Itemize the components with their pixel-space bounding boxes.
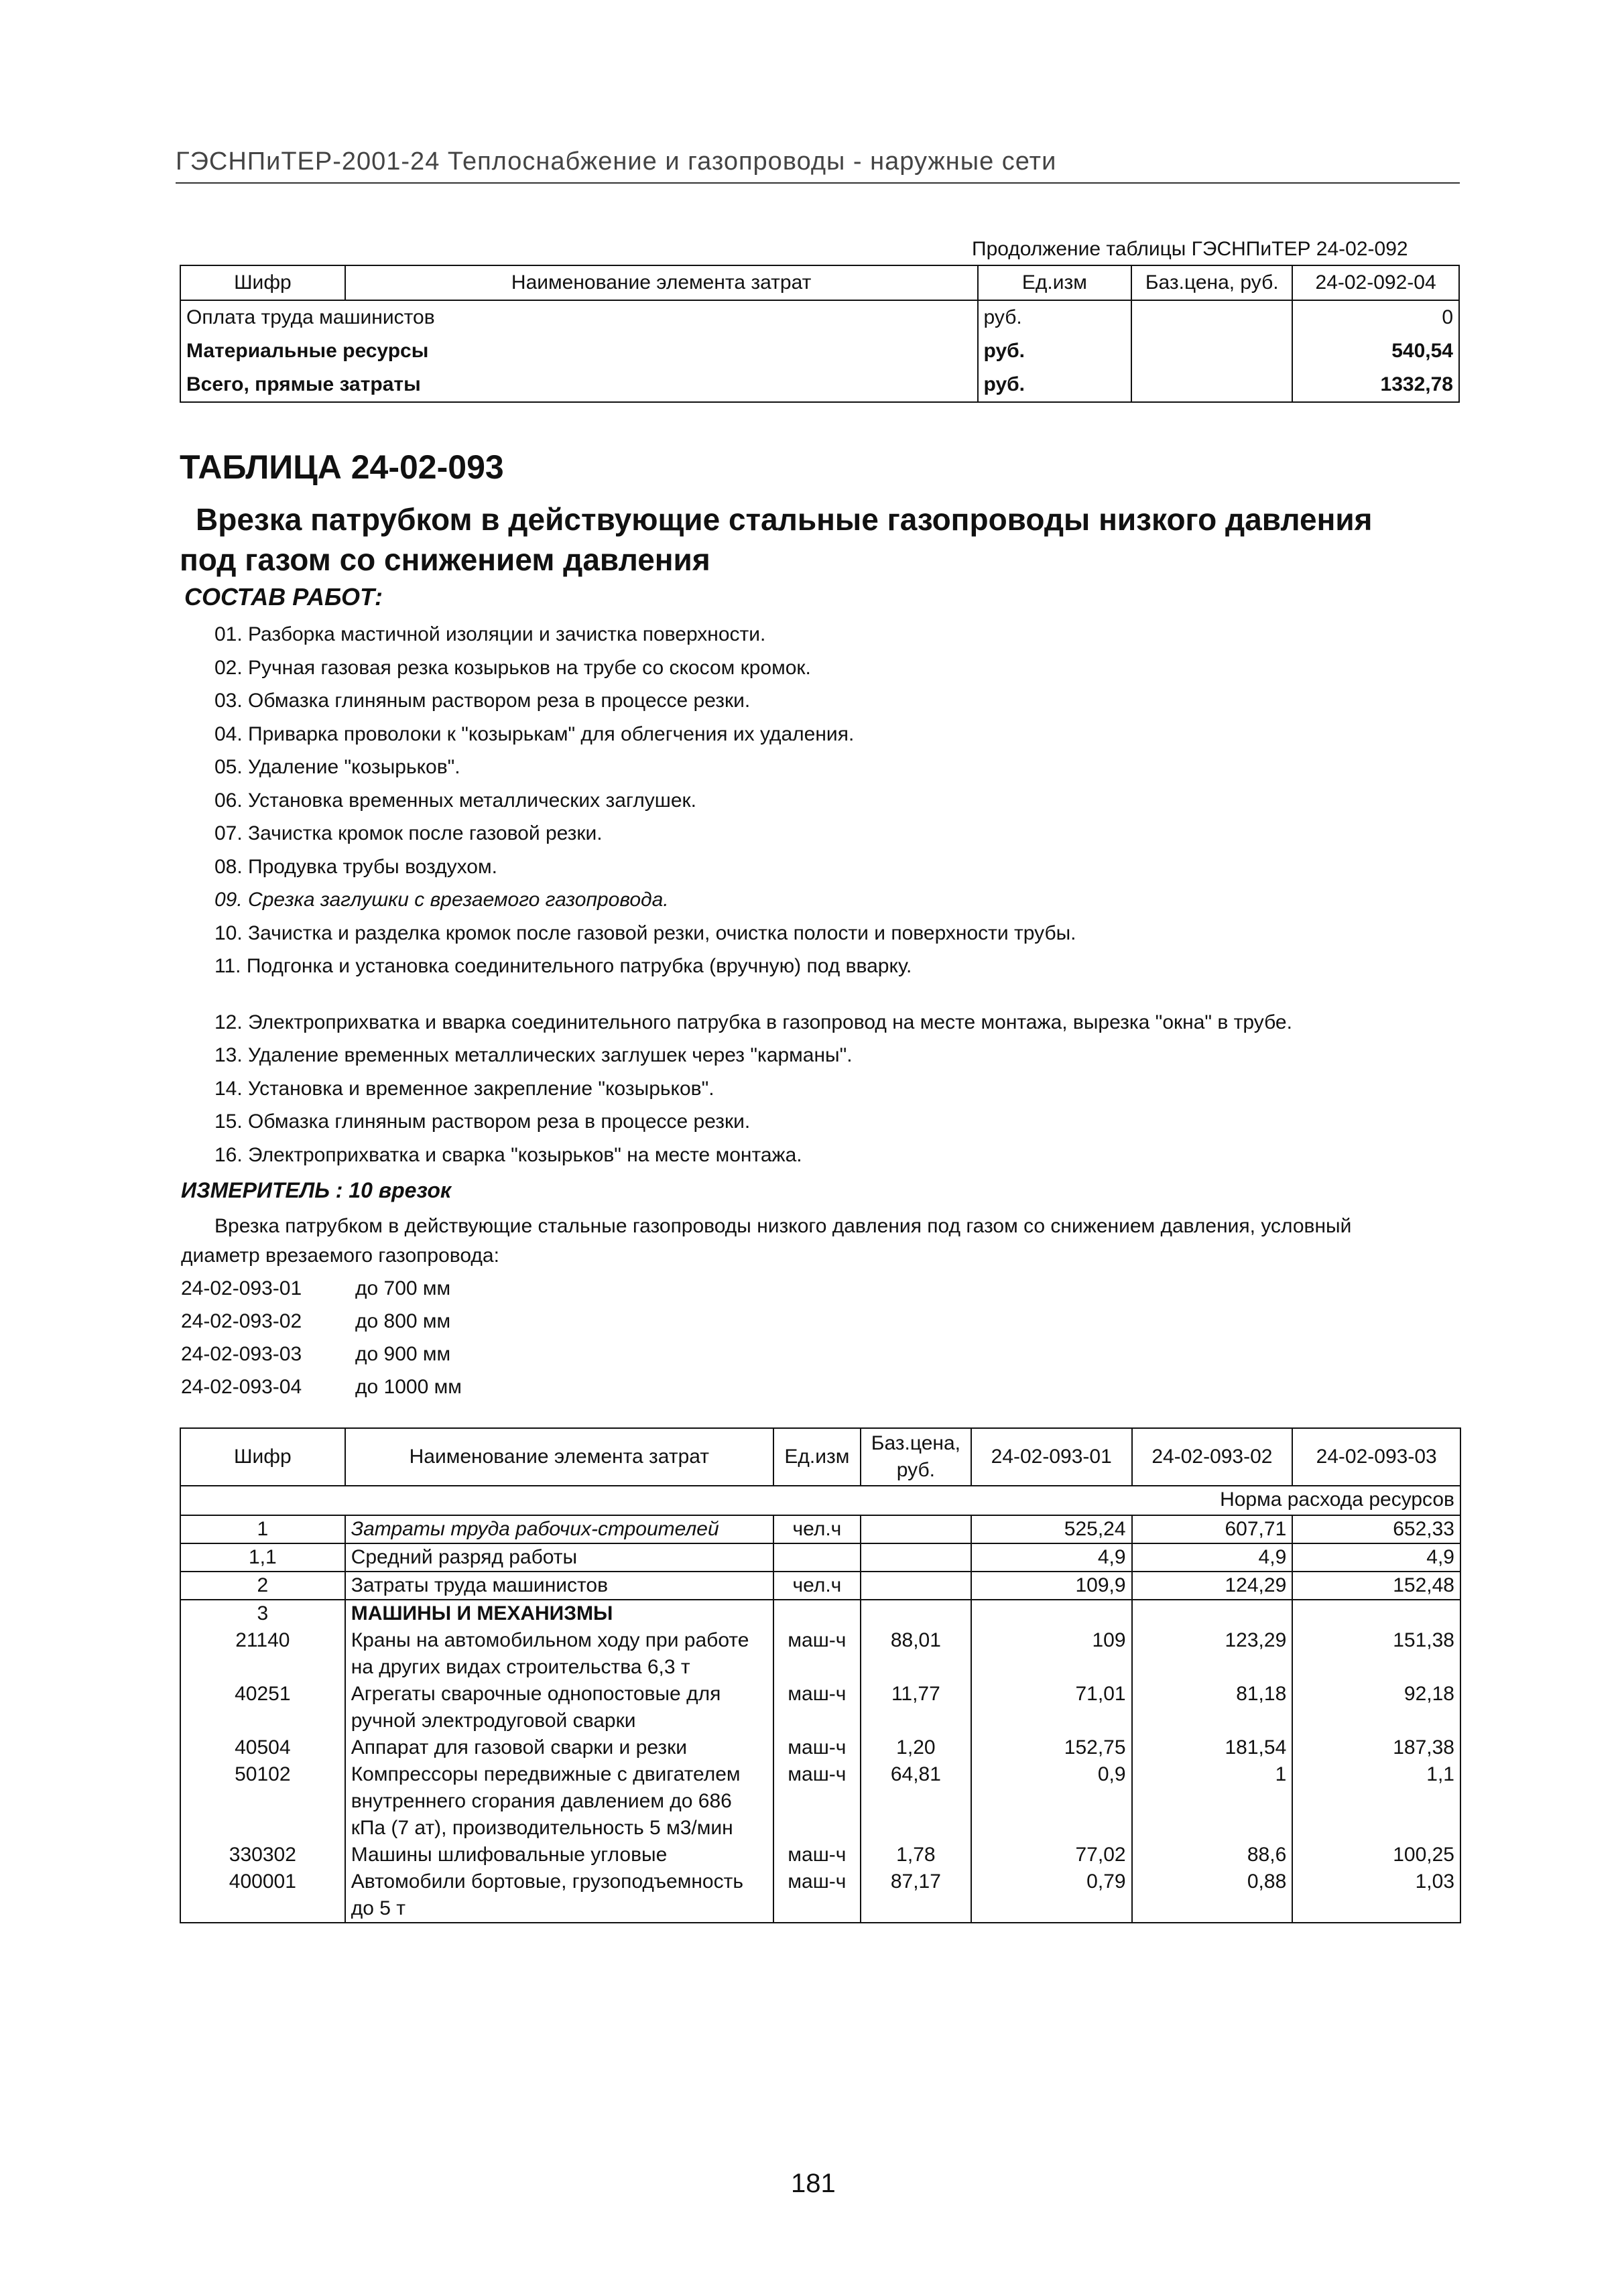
row-price bbox=[861, 1600, 971, 1627]
row-name: Средний разряд работы bbox=[345, 1543, 773, 1572]
row-price bbox=[1131, 334, 1292, 368]
list-item: 10. Зачистка и разделка кромок после газовой резки, очистка полости и поверхности трубы. bbox=[214, 921, 1076, 944]
row-value-02 bbox=[1132, 1600, 1293, 1627]
row-price: 88,01 bbox=[861, 1627, 971, 1681]
row-unit: руб. bbox=[978, 368, 1132, 402]
row-price: 64,81 bbox=[861, 1761, 971, 1842]
code-item bbox=[181, 1272, 462, 1305]
section-heading-line1: Врезка патрубком в действующие стальные газопроводы низкого давления bbox=[196, 502, 1373, 537]
row-value-01: 109,9 bbox=[971, 1572, 1132, 1600]
col-header-code: Шифр bbox=[180, 265, 345, 300]
row-unit: маш-ч bbox=[773, 1842, 861, 1868]
list-item: 06. Установка временных металлических заглушек. bbox=[214, 789, 696, 812]
row-name: Всего, прямые затраты bbox=[180, 368, 978, 402]
description-line: Врезка патрубком в действующие стальные газопроводы низкого давления под газом со снижением давления, условный bbox=[214, 1215, 1352, 1237]
list-item: 07. Зачистка кромок после газовой резки. bbox=[214, 822, 603, 844]
table-row bbox=[180, 1572, 1460, 1600]
row-price bbox=[861, 1515, 971, 1543]
col-header-variant-01: 24-02-093-01 bbox=[971, 1428, 1132, 1486]
row-value-02: 124,29 bbox=[1132, 1572, 1293, 1600]
row-name: Машины шлифовальные угловые bbox=[345, 1842, 773, 1868]
code-text: до 1000 мм bbox=[355, 1376, 462, 1398]
row-value-02: 123,29 bbox=[1132, 1627, 1293, 1681]
row-value-03: 4,9 bbox=[1292, 1543, 1460, 1572]
row-price bbox=[861, 1572, 971, 1600]
row-unit: руб. bbox=[978, 300, 1132, 334]
list-item: 13. Удаление временных металлических заглушек через "карманы". bbox=[214, 1044, 853, 1066]
code: 24-02-093-01 bbox=[181, 1277, 302, 1299]
description bbox=[181, 1212, 1461, 1271]
row-value-03: 652,33 bbox=[1292, 1515, 1460, 1543]
table-row bbox=[180, 1868, 1460, 1923]
list-item: 02. Ручная газовая резка козырьков на трубе со скосом кромок. bbox=[214, 656, 811, 679]
list-item: 14. Установка и временное закрепление "козырьков". bbox=[214, 1077, 714, 1100]
list-item: 01. Разборка мастичной изоляции и зачистка поверхности. bbox=[214, 623, 766, 645]
table-row bbox=[180, 1543, 1460, 1572]
description-line: диаметр врезаемого газопровода: bbox=[181, 1245, 499, 1267]
table-row bbox=[180, 1761, 1460, 1842]
row-value-02: 81,18 bbox=[1132, 1681, 1293, 1734]
code-list bbox=[181, 1272, 462, 1403]
resource-table bbox=[180, 1427, 1461, 1923]
row-value-01: 4,9 bbox=[971, 1543, 1132, 1572]
row-value-02: 607,71 bbox=[1132, 1515, 1293, 1543]
row-value-03: 152,48 bbox=[1292, 1572, 1460, 1600]
page-number: 181 bbox=[791, 2169, 836, 2198]
row-unit: чел.ч bbox=[773, 1515, 861, 1543]
row-value: 0 bbox=[1292, 300, 1459, 334]
row-value-01: 525,24 bbox=[971, 1515, 1132, 1543]
row-value-01: 71,01 bbox=[971, 1681, 1132, 1734]
list-item: 08. Продувка трубы воздухом. bbox=[214, 855, 497, 878]
row-code: 1,1 bbox=[180, 1543, 345, 1572]
col-header-price: Баз.цена, руб. bbox=[1131, 265, 1292, 300]
row-price bbox=[1131, 368, 1292, 402]
list-item: 16. Электроприхватка и сварка "козырьков" на месте монтажа. bbox=[214, 1143, 802, 1166]
measure-unit-label: ИЗМЕРИТЕЛЬ : 10 врезок bbox=[181, 1178, 452, 1202]
table-row bbox=[180, 334, 1459, 368]
row-value: 540,54 bbox=[1292, 334, 1459, 368]
work-composition-label: СОСТАВ РАБОТ: bbox=[184, 583, 383, 611]
list-item: 12. Электроприхватка и вварка соединительного патрубка в газопровод на месте монтажа, вырезка "окна" в трубе. bbox=[214, 1011, 1292, 1033]
row-code: 50102 bbox=[180, 1761, 345, 1842]
row-value-03 bbox=[1292, 1600, 1460, 1627]
list-item: 03. Обмазка глиняным раствором реза в процессе резки. bbox=[214, 690, 751, 712]
table-row bbox=[180, 1842, 1460, 1868]
row-value-03: 100,25 bbox=[1292, 1842, 1460, 1868]
code-item bbox=[181, 1338, 462, 1370]
row-name: Аппарат для газовой сварки и резки bbox=[345, 1734, 773, 1761]
row-name: Краны на автомобильном ходу при работе на других видах строительства 6,3 т bbox=[345, 1627, 773, 1681]
table-row bbox=[180, 1515, 1460, 1543]
code: 24-02-093-04 bbox=[181, 1376, 302, 1398]
table-title: ТАБЛИЦА 24-02-093 bbox=[180, 448, 504, 486]
row-price: 87,17 bbox=[861, 1868, 971, 1923]
col-header-price: Баз.цена, руб. bbox=[861, 1428, 971, 1486]
row-price: 1,20 bbox=[861, 1734, 971, 1761]
row-price: 11,77 bbox=[861, 1681, 971, 1734]
table-row bbox=[180, 300, 1459, 334]
row-value-01: 0,9 bbox=[971, 1761, 1132, 1842]
list-item: 11. Подгонка и установка соединительного патрубка (вручную) под вварку. bbox=[214, 955, 912, 977]
row-unit: маш-ч bbox=[773, 1868, 861, 1923]
row-unit: маш-ч bbox=[773, 1734, 861, 1761]
row-unit bbox=[773, 1600, 861, 1627]
row-value: 1332,78 bbox=[1292, 368, 1459, 402]
table-continuation-label: Продолжение таблицы ГЭСНПиТЕР 24-02-092 bbox=[972, 238, 1408, 260]
row-value-03: 1,03 bbox=[1292, 1868, 1460, 1923]
code: 24-02-093-03 bbox=[181, 1343, 302, 1365]
row-price bbox=[1131, 300, 1292, 334]
row-name: Затраты труда рабочих-строителей bbox=[345, 1515, 773, 1543]
row-price: 1,78 bbox=[861, 1842, 971, 1868]
row-name: Затраты труда машинистов bbox=[345, 1572, 773, 1600]
row-price bbox=[861, 1543, 971, 1572]
row-value-01 bbox=[971, 1600, 1132, 1627]
work-list bbox=[214, 618, 1292, 1171]
col-header-variant-03: 24-02-093-03 bbox=[1292, 1428, 1460, 1486]
row-code: 1 bbox=[180, 1515, 345, 1543]
code-text: до 800 мм bbox=[355, 1310, 451, 1332]
col-header-value: 24-02-092-04 bbox=[1292, 265, 1459, 300]
norm-label: Норма расхода ресурсов bbox=[180, 1486, 1460, 1515]
section-heading-line2: под газом со снижением давления bbox=[180, 542, 710, 577]
row-value-01: 77,02 bbox=[971, 1842, 1132, 1868]
row-value-02: 1 bbox=[1132, 1761, 1293, 1842]
col-header-code: Шифр bbox=[180, 1428, 345, 1486]
row-value-02: 0,88 bbox=[1132, 1868, 1293, 1923]
code: 24-02-093-02 bbox=[181, 1310, 302, 1332]
row-value-01: 109 bbox=[971, 1627, 1132, 1681]
code-text: до 900 мм bbox=[355, 1343, 451, 1365]
row-name: Агрегаты сварочные однопостовые для ручной электродуговой сварки bbox=[345, 1681, 773, 1734]
list-item: 09. Срезка заглушки с врезаемого газопровода. bbox=[214, 889, 669, 911]
row-code: 40251 bbox=[180, 1681, 345, 1734]
row-value-03: 187,38 bbox=[1292, 1734, 1460, 1761]
row-value-03: 92,18 bbox=[1292, 1681, 1460, 1734]
col-header-variant-02: 24-02-093-02 bbox=[1132, 1428, 1293, 1486]
row-code: 400001 bbox=[180, 1868, 345, 1923]
row-unit: маш-ч bbox=[773, 1681, 861, 1734]
row-name: Оплата труда машинистов bbox=[180, 300, 978, 334]
col-header-name: Наименование элемента затрат bbox=[345, 1428, 773, 1486]
row-value-02: 181,54 bbox=[1132, 1734, 1293, 1761]
continuation-table bbox=[180, 265, 1460, 403]
row-unit: маш-ч bbox=[773, 1761, 861, 1842]
table-row bbox=[180, 1627, 1460, 1681]
row-value-02: 4,9 bbox=[1132, 1543, 1293, 1572]
list-item: 15. Обмазка глиняным раствором реза в процессе резки. bbox=[214, 1110, 751, 1133]
row-unit: чел.ч bbox=[773, 1572, 861, 1600]
row-value-03: 1,1 bbox=[1292, 1761, 1460, 1842]
table-row bbox=[180, 1600, 1460, 1627]
row-value-01: 152,75 bbox=[971, 1734, 1132, 1761]
row-code: 2 bbox=[180, 1572, 345, 1600]
row-value-01: 0,79 bbox=[971, 1868, 1132, 1923]
running-header: ГЭСНПиТЕР-2001-24 Теплоснабжение и газопроводы - наружные сети bbox=[176, 147, 1057, 176]
row-code: 21140 bbox=[180, 1627, 345, 1681]
row-name: Компрессоры передвижные с двигателем внутреннего сгорания давлением до 686 кПа (7 ат), производительность 5 м3/мин bbox=[345, 1761, 773, 1842]
table-row bbox=[180, 1734, 1460, 1761]
table-row bbox=[180, 1681, 1460, 1734]
row-unit: руб. bbox=[978, 334, 1132, 368]
col-header-name: Наименование элемента затрат bbox=[345, 265, 978, 300]
list-item: 04. Приварка проволоки к "козырькам" для облегчения их удаления. bbox=[214, 722, 855, 745]
row-code: 330302 bbox=[180, 1842, 345, 1868]
table-row bbox=[180, 368, 1459, 402]
code-text: до 700 мм bbox=[355, 1277, 451, 1299]
list-item: 05. Удаление "козырьков". bbox=[214, 756, 460, 778]
code-item bbox=[181, 1305, 462, 1338]
col-header-unit: Ед.изм bbox=[978, 265, 1132, 300]
row-unit: маш-ч bbox=[773, 1627, 861, 1681]
code-item bbox=[181, 1370, 462, 1403]
row-name: Материальные ресурсы bbox=[180, 334, 978, 368]
row-value-02: 88,6 bbox=[1132, 1842, 1293, 1868]
header-rule bbox=[176, 182, 1460, 184]
row-name: МАШИНЫ И МЕХАНИЗМЫ bbox=[345, 1600, 773, 1627]
row-value-03: 151,38 bbox=[1292, 1627, 1460, 1681]
row-unit bbox=[773, 1543, 861, 1572]
row-name: Автомобили бортовые, грузоподъемность до 5 т bbox=[345, 1868, 773, 1923]
col-header-unit: Ед.изм bbox=[773, 1428, 861, 1486]
row-code: 40504 bbox=[180, 1734, 345, 1761]
row-code: 3 bbox=[180, 1600, 345, 1627]
